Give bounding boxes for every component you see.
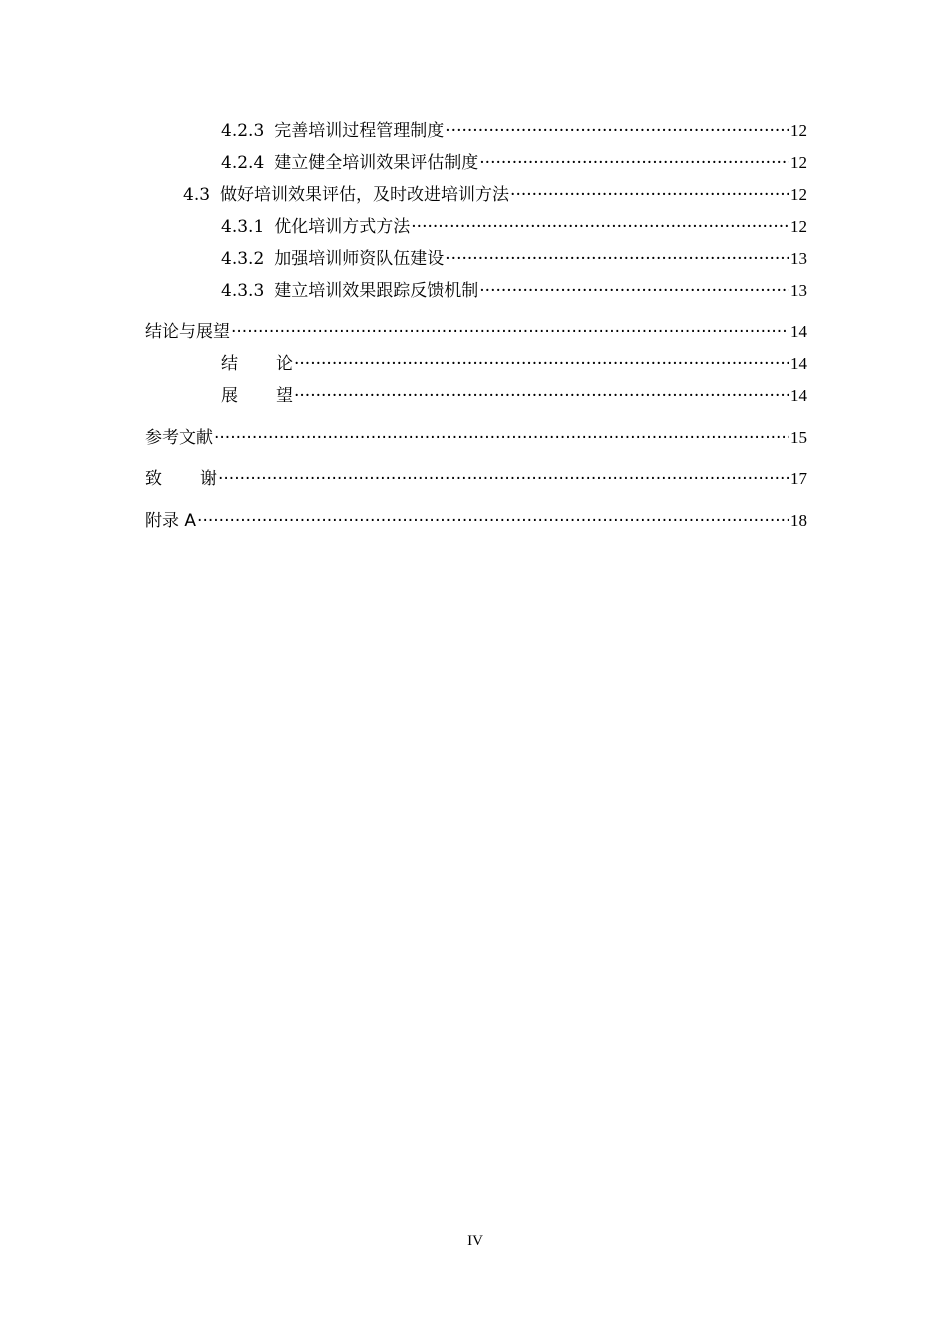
toc-entry-page: 17 <box>790 469 807 488</box>
toc-leader-dots <box>445 120 789 142</box>
toc-leader-dots <box>214 427 789 449</box>
toc-entry-page: 12 <box>790 153 807 172</box>
toc-entry-conclusion[interactable] <box>221 353 807 375</box>
toc-entry-page: 14 <box>790 386 807 405</box>
toc-entry-title: 致谢 <box>145 469 255 489</box>
toc-leader-dots <box>479 280 789 302</box>
toc-leader-dots <box>197 510 789 532</box>
toc-entry-4-2-4[interactable] <box>221 152 807 174</box>
toc-entry-4-2-3[interactable] <box>221 120 807 142</box>
toc-entry-acknowledgements[interactable] <box>145 468 807 490</box>
toc-entry-conclusion-outlook[interactable] <box>145 321 807 343</box>
toc-entry-4-3-1[interactable] <box>221 216 807 238</box>
toc-entry-references[interactable] <box>145 427 807 449</box>
toc-entry-title: 完善培训过程管理制度 <box>274 121 445 141</box>
toc-entry-title: 建立健全培训效果评估制度 <box>274 153 479 173</box>
toc-entry-title: 建立培训效果跟踪反馈机制 <box>274 281 479 301</box>
toc-entry-page: 14 <box>790 322 807 341</box>
toc-entry-page: 18 <box>790 511 807 530</box>
toc-leader-dots <box>231 321 789 343</box>
toc-entry-4-3-3[interactable] <box>221 280 807 302</box>
toc-leader-dots <box>218 468 789 490</box>
page-number: IV <box>467 1233 483 1249</box>
toc-entry-page: 13 <box>790 249 807 268</box>
toc-entry-page: 14 <box>790 354 807 373</box>
toc-entry-page: 12 <box>790 185 807 204</box>
toc-entry-number: 4.3.3 <box>221 281 265 301</box>
toc-leader-dots <box>445 248 789 270</box>
toc-entry-4-3[interactable] <box>183 184 807 206</box>
toc-entry-outlook[interactable] <box>221 385 807 407</box>
toc-entry-4-3-2[interactable] <box>221 248 807 270</box>
toc-entry-number: 4.3.1 <box>221 217 265 237</box>
toc-entry-number: 4.2.4 <box>221 153 265 173</box>
toc-entry-page: 13 <box>790 281 807 300</box>
toc-entry-title: 加强培训师资队伍建设 <box>274 249 445 269</box>
toc-entry-number: 4.3 <box>183 185 211 205</box>
toc-leader-dots <box>510 184 789 206</box>
toc-entry-title: 优化培训方式方法 <box>274 217 411 237</box>
toc-entry-title: 展望 <box>221 386 331 406</box>
toc-leader-dots <box>294 353 789 375</box>
toc-entry-number: 4.3.2 <box>221 249 265 269</box>
toc-entry-page: 15 <box>790 428 807 447</box>
toc-entry-title: 附录 A <box>145 511 197 531</box>
toc-entry-number: 4.2.3 <box>221 121 265 141</box>
toc-entry-title: 结论与展望 <box>145 322 230 342</box>
toc-entry-title: 结论 <box>221 354 331 374</box>
toc-entry-appendix-a[interactable] <box>145 510 807 532</box>
toc-entry-title: 做好培训效果评估，及时改进培训方法 <box>220 185 510 205</box>
toc-leader-dots <box>294 385 789 407</box>
toc-leader-dots <box>411 216 789 238</box>
toc-leader-dots <box>479 152 789 174</box>
toc-entry-page: 12 <box>790 217 807 236</box>
toc-entry-page: 12 <box>790 121 807 140</box>
toc-entry-title: 参考文献 <box>145 428 213 448</box>
